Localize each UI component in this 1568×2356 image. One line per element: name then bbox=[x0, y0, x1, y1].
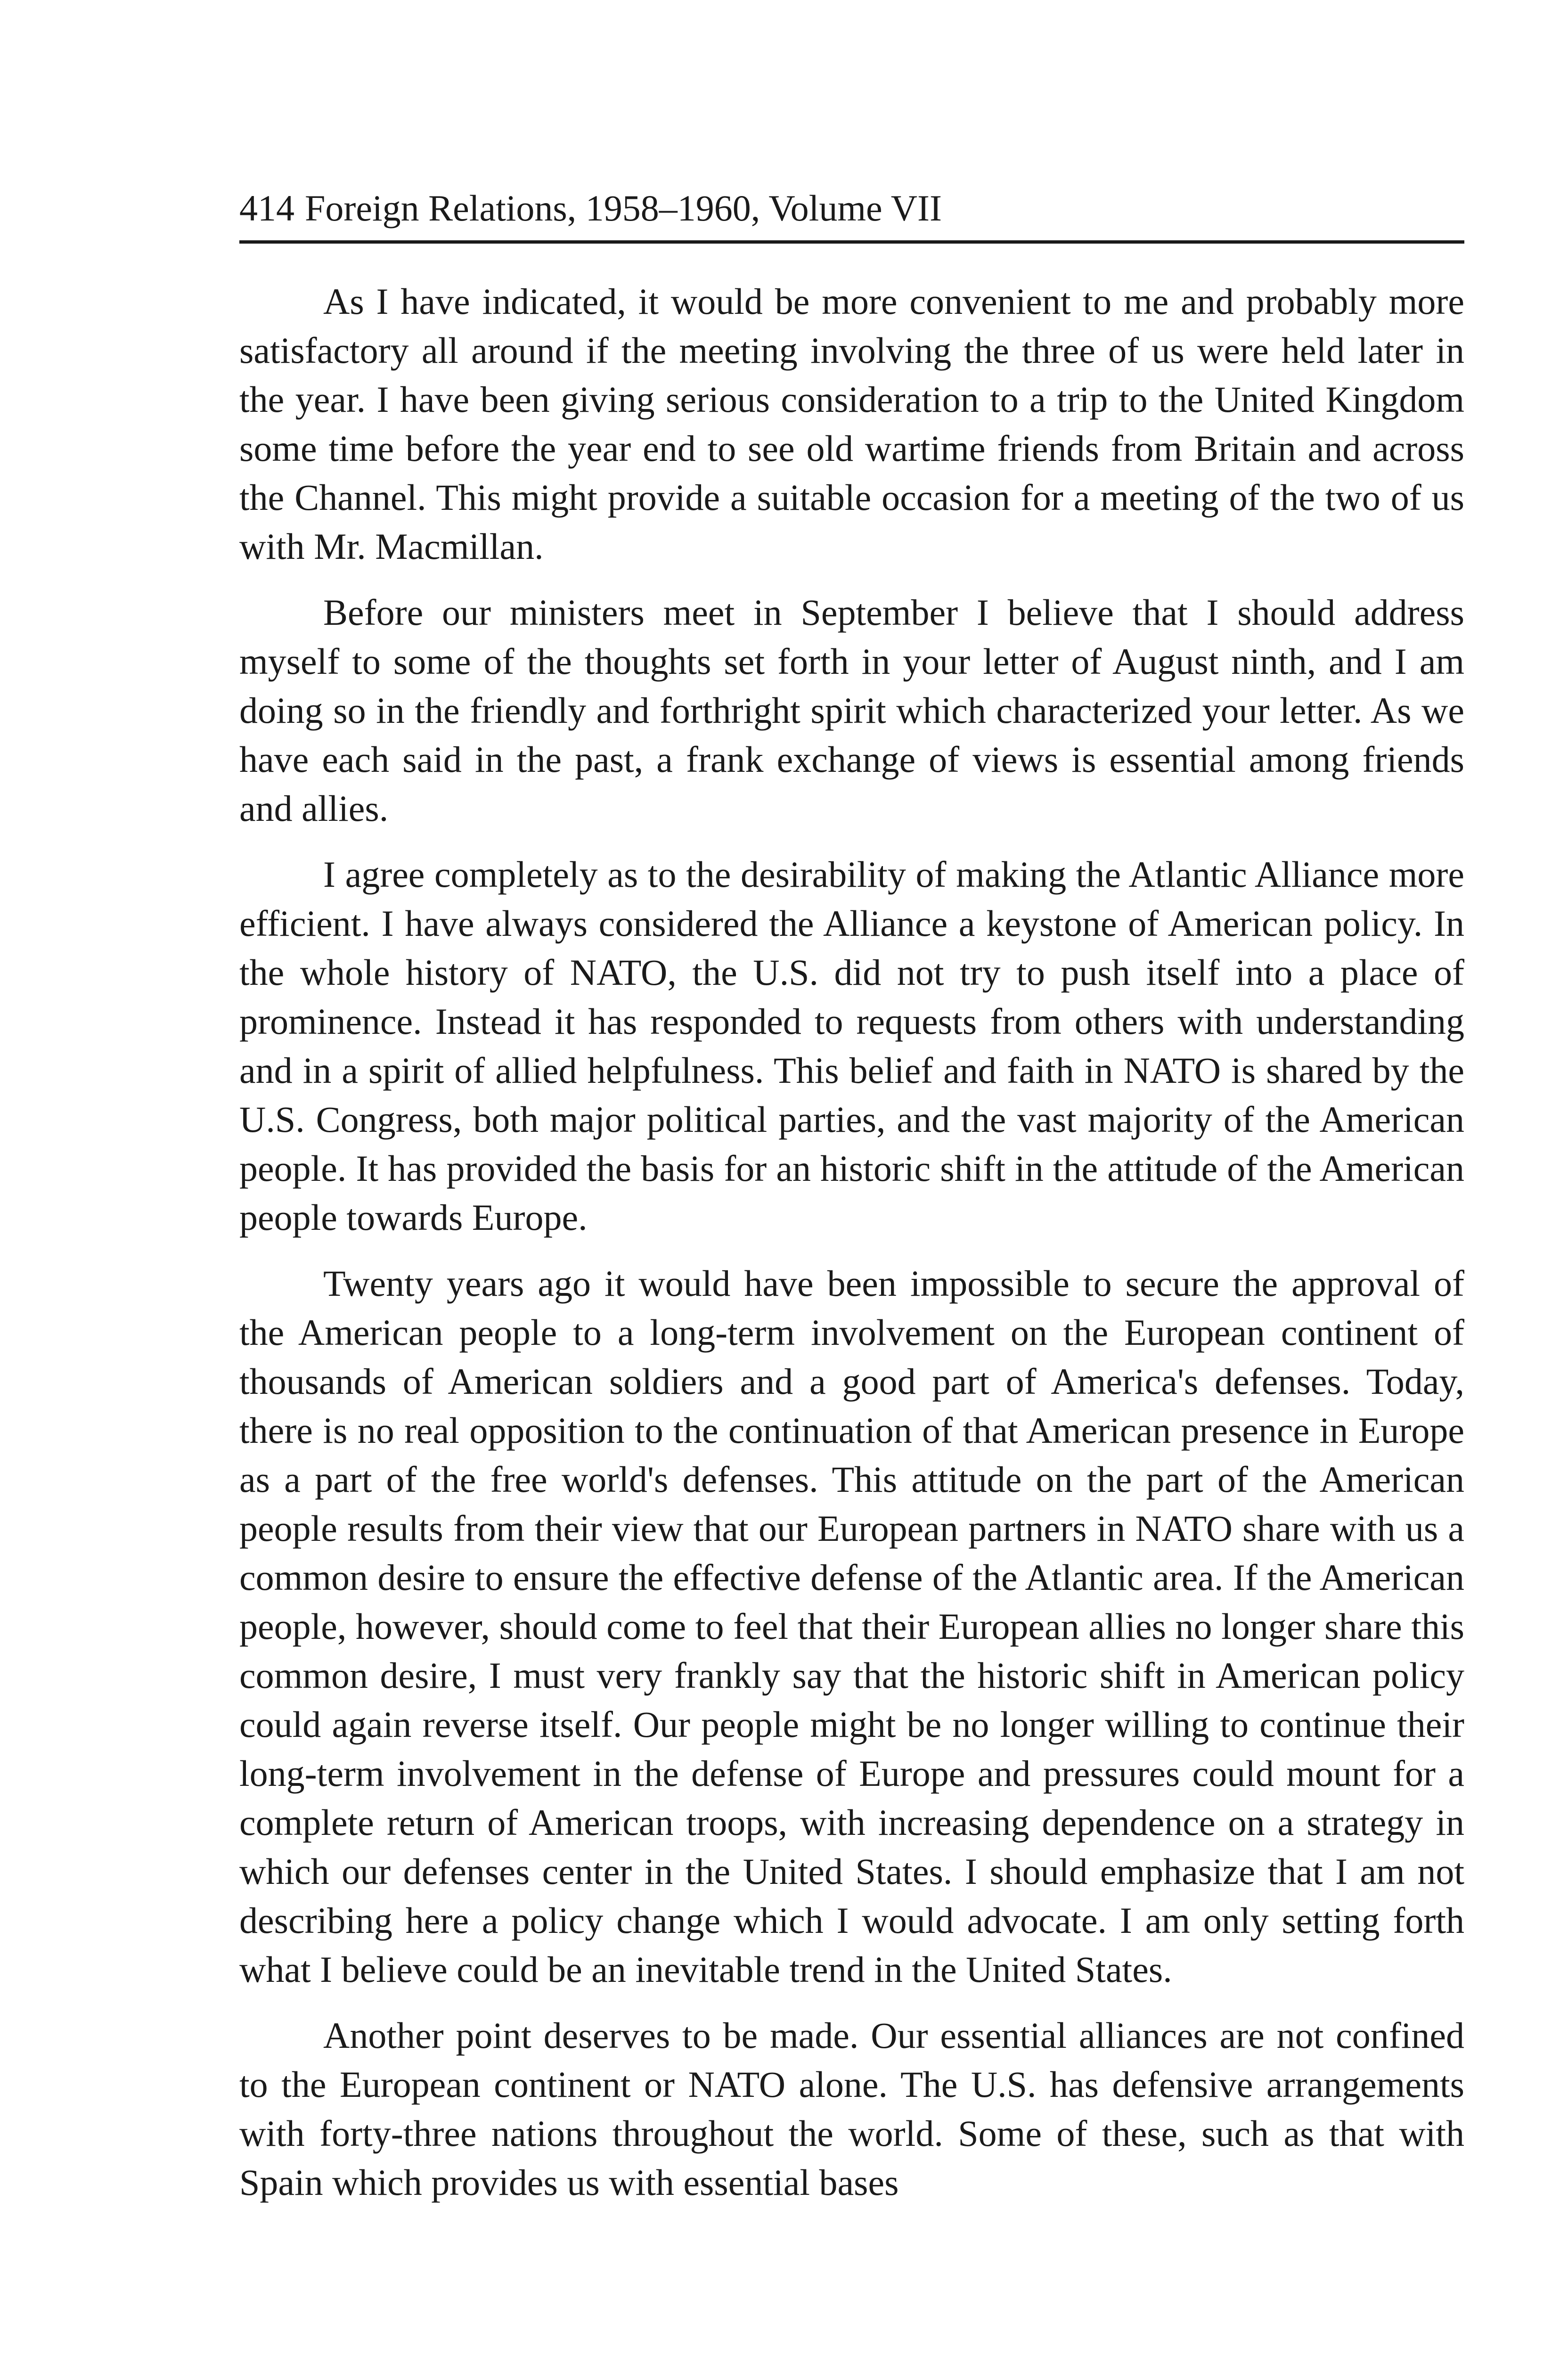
header-rule bbox=[239, 240, 1464, 244]
running-title: Foreign Relations, 1958–1960, Volume VII bbox=[305, 188, 942, 229]
paragraph: As I have indicated, it would be more convenient to me and probably more satisfactory all around if the meeting involving the three of us were held later in the year. I have been giving serious consideration to a trip to the United Kingdom some time before the year end to see old wartime friends from Britain and across the Channel. This might provide a suitable occasion for a meeting of the two of us with Mr. Macmillan. bbox=[239, 281, 1464, 567]
body-text bbox=[239, 277, 1464, 2224]
paragraph: Another point deserves to be made. Our essential alliances are not confined to the European continent or NATO alone. The U.S. has defensive arrangements with forty-three nations throughout the world. Some of these, such as that with Spain which provides us with essential bases bbox=[239, 2015, 1464, 2203]
page-number: 414 bbox=[239, 188, 294, 229]
paragraph: Twenty years ago it would have been impossible to secure the approval of the American people to a long-term involvement on the European continent of thousands of American soldiers and a good part of America's defenses. Today, there is no real opposition to the continuation of that American presence in Europe as a part of the free world's defenses. This attitude on the part of the American people results from their view that our European partners in NATO share with us a common desire to ensure the effective defense of the Atlantic area. If the American people, however, should come to feel that their European allies no longer share this common desire, I must very frankly say that the historic shift in American policy could again reverse itself. Our people might be no longer willing to continue their long-term involvement in the defense of Europe and pressures could mount for a complete return of American troops, with increasing dependence on a strategy in which our defenses center in the United States. I should emphasize that I am not describing here a policy change which I would advocate. I am only setting forth what I believe could be an inevitable trend in the United States. bbox=[239, 1263, 1464, 1990]
paragraph: Before our ministers meet in September I believe that I should address myself to some of the thoughts set forth in your letter of August ninth, and I am doing so in the friendly and forthright spirit which characterized your letter. As we have each said in the past, a frank exchange of views is essential among friends and allies. bbox=[239, 592, 1464, 829]
paragraph: I agree completely as to the desirability of making the Atlantic Alliance more efficient. I have always considered the Alliance a keystone of American policy. In the whole history of NATO, the U.S. did not try to push itself into a place of prominence. Instead it has responded to requests from others with understanding and in a spirit of allied helpfulness. This belief and faith in NATO is shared by the U.S. Congress, both major political parties, and the vast majority of the American people. It has provided the basis for an historic shift in the attitude of the American people towards Europe. bbox=[239, 854, 1464, 1238]
running-head bbox=[239, 185, 1464, 232]
